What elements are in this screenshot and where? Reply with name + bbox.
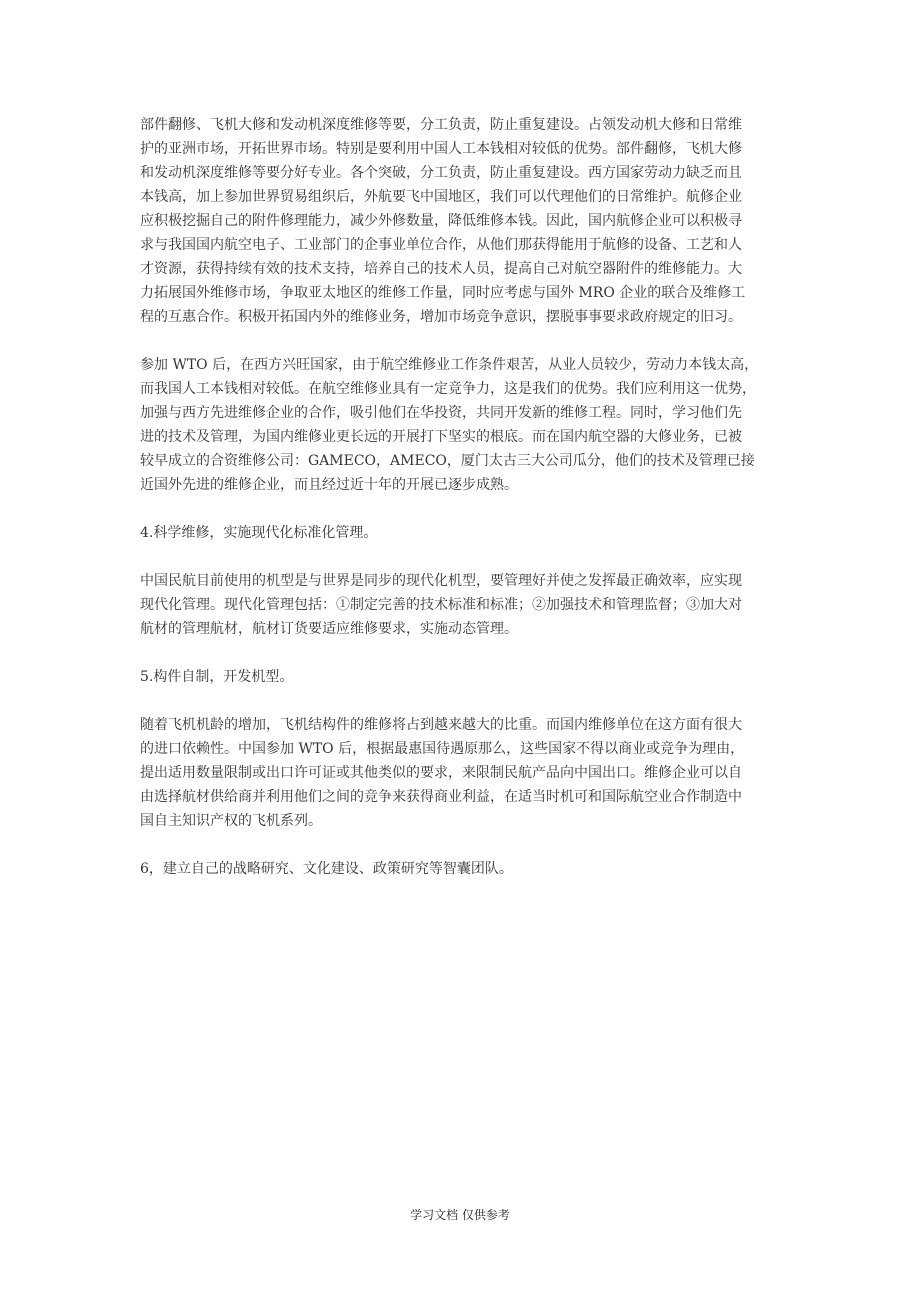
paragraph-structural-parts (140, 713, 780, 833)
text-line: 本钱高，加上参加世界贸易组织后，外航要飞中国地区，我们可以代理他们的日常维护。航修企业 (140, 189, 742, 205)
section-heading-self-made-components (140, 665, 780, 689)
text-line: 而我国人工本钱相对较低。在航空维修业具有一定竞争力，这是我们的优势。我们应利用这一优势， (140, 381, 756, 397)
text-line: 力拓展国外维修市场，争取亚太地区的维修工作量，同时应考虑与国外 MRO 企业的联合及维修工 (140, 285, 746, 301)
text-line: 国自主知识产权的飞机系列。 (140, 813, 322, 829)
heading-line: 5.构件自制，开发机型。 (140, 669, 294, 685)
paragraph-modern-management (140, 569, 780, 641)
text-line: 近国外先进的维修企业，而且经过近十年的开展已逐步成熟。 (140, 477, 518, 493)
text-line: 中国民航目前使用的机型是与世界是同步的现代化机型，要管理好并使之发挥最正确效率，应实现 (140, 573, 742, 589)
text-line: 进的技术及管理，为国内维修业更长远的开展打下坚实的根底。而在国内航空器的大修业务，已被 (140, 429, 742, 445)
text-line: 由选择航材供给商并利用他们之间的竞争来获得商业利益，在适当时机可和国际航空业合作制造中 (140, 789, 742, 805)
heading-line: 4.科学维修，实施现代化标准化管理。 (140, 525, 378, 541)
text-line: 随着飞机机龄的增加，飞机结构件的维修将占到越来越大的比重。而国内维修单位在这方面有很大 (140, 717, 742, 733)
text-line: 才资源，获得持续有效的技术支持，培养自己的技术人员，提高自己对航空器附件的维修能力。大 (140, 261, 742, 277)
text-line: 程的互惠合作。积极开拓国内外的维修业务，增加市场竞争意识，摆脱事事要求政府规定的旧习。 (140, 309, 742, 325)
text-line: 航材的管理航材，航材订货要适应维修要求，实施动态管理。 (140, 621, 518, 637)
heading-line: 6，建立自己的战略研究、文化建设、政策研究等智囊团队。 (140, 861, 513, 877)
text-line: 部件翻修、飞机大修和发动机深度维修等要，分工负责，防止重复建设。占领发动机大修和日常维 (140, 117, 742, 133)
paragraph-wto-advantage (140, 353, 780, 497)
text-line: 参加 WTO 后，在西方兴旺国家，由于航空维修业工作条件艰苦，从业人员较少，劳动力本钱太高， (140, 357, 759, 373)
section-heading-think-tank (140, 857, 780, 881)
text-line: 现代化管理。现代化管理包括：①制定完善的技术标准和标准；②加强技术和管理监督；③加大对 (140, 597, 742, 613)
paragraph-maintenance-strategy (140, 113, 780, 329)
text-line: 较早成立的合资维修公司：GAMECO，AMECO，厦门太古三大公司瓜分，他们的技术及管理已接 (140, 453, 755, 469)
text-line: 的进口依赖性。中国参加 WTO 后，根据最惠国待遇原那么，这些国家不得以商业或竞争为理由， (140, 741, 745, 757)
page-footer: 学习文档 仅供参考 (410, 1208, 510, 1222)
document-body (140, 113, 780, 905)
text-line: 护的亚洲市场，开拓世界市场。特别是要利用中国人工本钱相对较低的优势。部件翻修，飞机大修 (140, 141, 742, 157)
section-heading-scientific-maintenance (140, 521, 780, 545)
text-line: 提出适用数量限制或出口许可证或其他类似的要求，来限制民航产品向中国出口。维修企业可以自 (140, 765, 742, 781)
text-line: 和发动机深度维修等要分好专业。各个突破，分工负责，防止重复建设。西方国家劳动力缺乏而且 (140, 165, 742, 181)
text-line: 加强与西方先进维修企业的合作，吸引他们在华投资，共同开发新的维修工程。同时，学习他们先 (140, 405, 742, 421)
text-line: 应积极挖掘自己的附件修理能力，减少外修数量，降低维修本钱。因此，国内航修企业可以积极寻 (140, 213, 742, 229)
text-line: 求与我国国内航空电子、工业部门的企事业单位合作，从他们那获得能用于航修的设备、工艺和人 (140, 237, 742, 253)
